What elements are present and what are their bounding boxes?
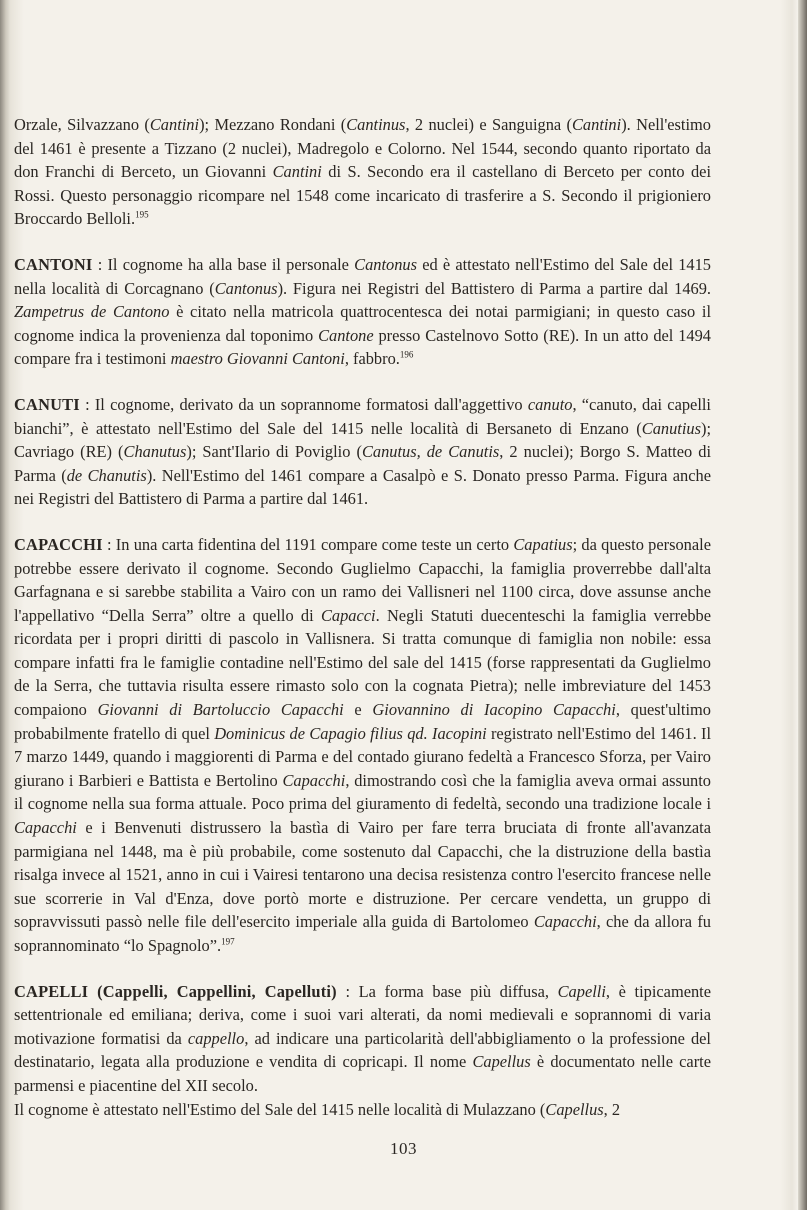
binding-gutter-shadow	[0, 0, 10, 1210]
text-run: , “canuto, dai capelli bianchi”, è attestato nell'Estimo del Sale del 1415 nelle località di Bersaneto di Enzano (	[14, 394, 711, 438]
text-run: , 2 nuclei) e Sanguigna (	[405, 115, 572, 134]
text-run: registrato nell'Estimo del 1461. Il 7 marzo 1449, quando i maggiorenti di Parma e del contado giurano fedeltà a Francesco Sforza, per Vairo giurano i Barbieri e Battista e Bertolino	[14, 723, 711, 790]
entry-headword: CAPELLI (Cappelli, Cappellini, Capelluti)	[14, 981, 337, 1001]
italic-text: Cantini	[272, 162, 322, 182]
italic-text: Canutius	[641, 418, 701, 438]
italic-text: de Chanutis	[66, 465, 147, 485]
italic-text: Capellus	[545, 1099, 604, 1119]
text-run: di S. Secondo era il castellano di Berceto per conto dei Rossi. Questo personaggio ricompare nel 1548 come incaricato di trasferire a S. Secondo il prigioniero Broccardo Belloli.	[14, 162, 711, 229]
text-run: e	[343, 700, 373, 720]
footnote-ref: 195	[135, 209, 149, 220]
italic-text: maestro Giovanni Cantoni	[170, 349, 345, 369]
text-run: è documentato nelle carte parmensi e piacentine del XII secolo.	[14, 1052, 711, 1095]
italic-text: Capacci	[320, 605, 376, 625]
text-run: Orzale, Silvazzano (	[14, 115, 150, 134]
italic-text: Cantonus	[354, 254, 417, 274]
italic-text: Capacchi	[14, 818, 77, 838]
entry-headword: CANTONI	[14, 254, 93, 274]
italic-text: Canutus, de Canutis	[361, 442, 500, 462]
text-run: ); Cavriago (RE) (	[14, 418, 711, 462]
paragraph	[14, 533, 711, 958]
text-run: ed è attestato nell'Estimo del Sale del 1415 nella località di Corcagnano (	[14, 254, 712, 298]
text-run: ). Nell'Estimo del 1461 compare a Casalpò e S. Donato presso Parma. Figura anche nei Registri del Battistero di Parma a partire dal 1461.	[14, 465, 711, 509]
text-run: Il cognome è attestato nell'Estimo del Sale del 1415 nelle località di Mulazzano (	[14, 1099, 546, 1119]
italic-text: Chanutus	[123, 442, 187, 462]
italic-text: Zampetrus de Cantono	[14, 302, 170, 322]
text-run: : In una carta fidentina del 1191 compare come teste un certo	[102, 534, 514, 554]
text-run: ; da questo personale potrebbe essere derivato il cognome. Secondo Guglielmo Capacchi, la famiglia proverrebbe dall'alta Garfagnana e si sarebbe stabilita a Vairo con un ramo dei Vallisneri nel 1100 circa, dove assunse anche l'appellativo “Della Serra” oltre a quello di	[14, 534, 711, 625]
text-run: : Il cognome, derivato da un soprannome formatosi dall'aggettivo	[79, 394, 528, 414]
italic-text: Capacchi	[533, 912, 597, 932]
italic-text: Cantinus	[346, 115, 406, 134]
text-run: ). Figura nei Registri del Battistero di Parma a partire dal 1469.	[277, 278, 712, 298]
text-run: : La forma base più diffusa,	[336, 981, 558, 1001]
italic-text: Capellus	[472, 1052, 531, 1072]
italic-text: Cantini	[572, 115, 622, 134]
italic-text: cappello	[187, 1028, 245, 1048]
text-run: , che da allora fu soprannominato “lo Spagnolo”.	[14, 912, 711, 955]
text-run: , quest'ultimo probabilmente fratello di quel	[14, 700, 711, 743]
entry-canuti	[14, 393, 711, 511]
text-run: e i Benvenuti distrussero la bastìa di Vairo per fare terra bruciata di fronte all'avanzata parmigiana nel 1448, ma è più probabile, come sostenuto dal Capacchi, che la distruzione della bastìa risalga invece al 1521, anno in cui i Vairesi tentarono una decisa resistenza contro l'esercito francese nelle sue scorrerie in Val d'Enza, dove portò morte e distruzione. Per cercare vendetta, un gruppo di sopravvissuti passò nelle file dell'esercito imperiale alla guida di Bartolomeo	[14, 818, 711, 932]
italic-text: Dominicus de Capagio filius qd. Iacopini	[214, 723, 487, 743]
paragraph	[14, 393, 711, 511]
text-run: , è tipicamente settentrionale ed emiliana; deriva, come i suoi vari alterati, da nomi medievali e soprannomi di varia motivazione formatisi da	[14, 981, 711, 1048]
entry-cantoni	[14, 253, 711, 371]
footnote-ref: 197	[221, 936, 235, 947]
italic-text: Capacchi	[282, 770, 346, 790]
text-run: è citato nella matricola quattrocentesca dei notai parmigiani; in questo caso il cognome indica la provenienza dal toponimo	[14, 302, 712, 345]
entry-capelli	[14, 980, 711, 1122]
entry-continuation	[14, 113, 711, 231]
text-run: ); Mezzano Rondani (	[199, 115, 347, 134]
text-run: : Il cognome ha alla base il personale	[92, 254, 355, 274]
text-run: , dimostrando così che la famiglia aveva ormai assunto il cognome nella sua forma attuale. Poco prima del giuramento di fedeltà, secondo una tradizione locale i	[14, 770, 711, 814]
text-run: ); Sant'Ilario di Poviglio (	[186, 442, 362, 462]
italic-text: Capelli	[557, 981, 606, 1001]
italic-text: Giovannino di Iacopino Capacchi	[372, 700, 616, 720]
italic-text: canuto	[527, 394, 573, 414]
italic-text: Cantone	[318, 325, 374, 345]
italic-text: Giovanni di Bartoluccio Capacchi	[97, 700, 344, 720]
paragraph	[14, 1098, 711, 1122]
italic-text: Capatius	[513, 534, 573, 554]
page-edge	[798, 0, 807, 1210]
text-run: , 2	[603, 1099, 621, 1119]
paragraph	[14, 980, 711, 1098]
text-run: presso Castelnovo Sotto (RE). In un atto del 1494 compare fra i testimoni	[14, 325, 711, 369]
entry-headword: CANUTI	[14, 394, 80, 414]
text-column	[14, 113, 711, 1121]
text-run: , ad indicare una particolarità dell'abbigliamento o la professione del destinatario, legata alla produzione e vendita di copricapi. Il nome	[14, 1028, 711, 1072]
entry-capacchi	[14, 533, 711, 958]
italic-text: Cantonus	[214, 278, 278, 298]
page-number: 103	[390, 1139, 417, 1158]
text-run: ). Nell'estimo del 1461 è presente a Tizzano (2 nuclei), Madregolo e Colorno. Nel 1544, secondo quanto riportato da don Franchi di Berceto, un Giovanni	[14, 115, 711, 182]
text-run: , fabbro.	[344, 349, 400, 369]
footnote-ref: 196	[399, 349, 414, 360]
entry-headword: CAPACCHI	[14, 534, 103, 554]
italic-text: Cantini	[149, 115, 200, 134]
text-run: . Negli Statuti duecenteschi la famiglia verrebbe ricordata per i propri diritti di pascolo in Vallisnera. Si tratta comunque di famiglia non nobile: essa compare infatti fra le famiglie contadine nell'Estimo del sale del 1415 (forse rappresentati da Guglielmo de la Serra, che tuttavia risulta essere rimasto solo con la cognata Pietra); nelle imbreviature del 1453 compaiono	[14, 605, 712, 720]
text-run: , 2 nuclei); Borgo S. Matteo di Parma (	[14, 442, 711, 485]
paragraph	[14, 113, 711, 231]
paragraph	[14, 253, 711, 371]
